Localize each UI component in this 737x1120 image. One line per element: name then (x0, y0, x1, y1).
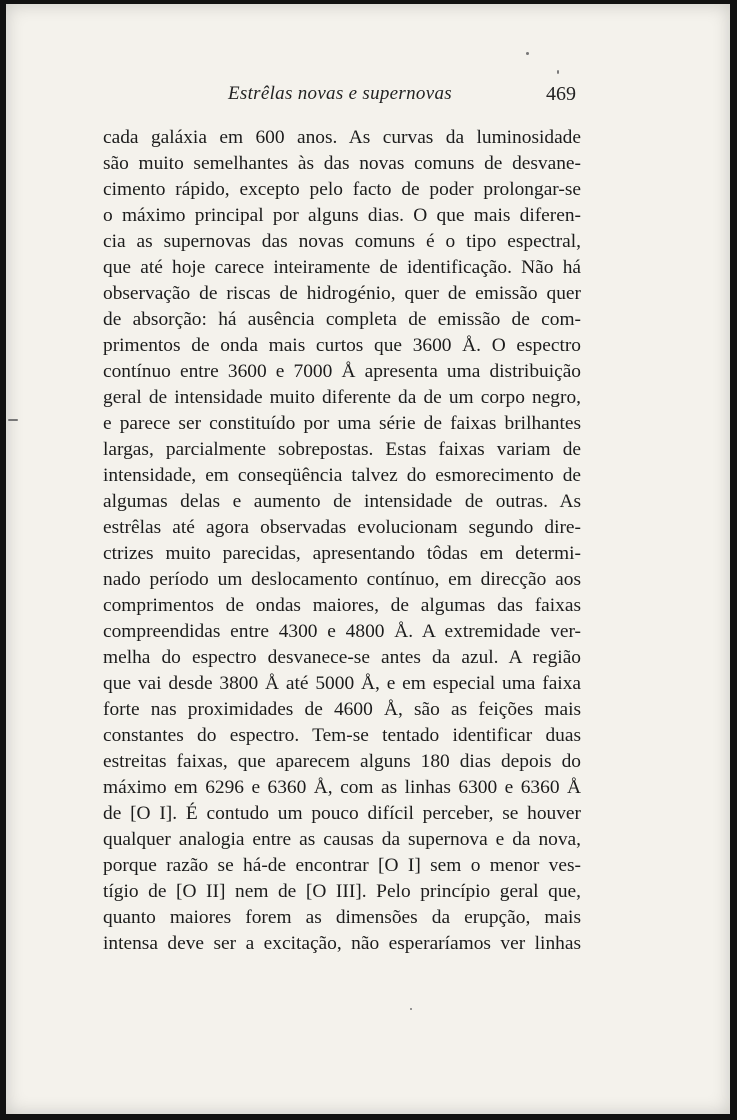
text-line: de absorção: há ausência completa de emissão de com- (103, 309, 581, 330)
text-line: intensidade, em conseqüência talvez do esmorecimento de (103, 465, 581, 486)
text-line: forte nas proximidades de 4600 Å, são as feições mais (103, 699, 581, 720)
book-page (6, 4, 730, 1114)
scan-speck (557, 70, 559, 74)
text-line: comprimentos de ondas maiores, de algumas das faixas (103, 595, 581, 616)
scan-speck (8, 419, 18, 421)
text-line: cimento rápido, excepto pelo facto de poder prolongar-se (103, 179, 581, 200)
text-line: constantes do espectro. Tem-se tentado identificar duas (103, 725, 581, 746)
text-line: intensa deve ser a excitação, não esperaríamos ver linhas (103, 933, 581, 954)
text-line: primentos de onda mais curtos que 3600 Å. O espectro (103, 335, 581, 356)
text-line: são muito semelhantes às das novas comuns de desvane- (103, 153, 581, 174)
text-line: máximo em 6296 e 6360 Å, com as linhas 6300 e 6360 Å (103, 777, 581, 798)
text-line: estrêlas até agora observadas evolucionam segundo dire- (103, 517, 581, 538)
text-line: que até hoje carece inteiramente de identificação. Não há (103, 257, 581, 278)
text-line: melha do espectro desvanece-se antes da azul. A região (103, 647, 581, 668)
text-line: ctrizes muito parecidas, apresentando tôdas em determi- (103, 543, 581, 564)
text-line: largas, parcialmente sobrepostas. Estas faixas variam de (103, 439, 581, 460)
text-line: e parece ser constituído por uma série de faixas brilhantes (103, 413, 581, 434)
scan-speck (410, 1008, 412, 1010)
scan-speck (526, 52, 529, 55)
text-line: de [O I]. É contudo um pouco difícil perceber, se houver (103, 803, 581, 824)
text-line: cada galáxia em 600 anos. As curvas da luminosidade (103, 127, 581, 148)
running-head (6, 83, 730, 113)
text-line: tígio de [O II] nem de [O III]. Pelo princípio geral que, (103, 881, 581, 902)
page-number: 469 (546, 83, 576, 105)
text-line: observação de riscas de hidrogénio, quer de emissão quer (103, 283, 581, 304)
text-line: porque razão se há-de encontrar [O I] sem o menor ves- (103, 855, 581, 876)
text-line: nado período um deslocamento contínuo, em direcção aos (103, 569, 581, 590)
text-line: compreendidas entre 4300 e 4800 Å. A extremidade ver- (103, 621, 581, 642)
text-line: o máximo principal por alguns dias. O que mais diferen- (103, 205, 581, 226)
body-text (103, 125, 581, 957)
text-line: qualquer analogia entre as causas da supernova e da nova, (103, 829, 581, 850)
text-line: contínuo entre 3600 e 7000 Å apresenta uma distribuição (103, 361, 581, 382)
text-line: que vai desde 3800 Å até 5000 Å, e em especial uma faixa (103, 673, 581, 694)
running-head-title: Estrêlas novas e supernovas (228, 83, 452, 104)
text-line: cia as supernovas das novas comuns é o tipo espectral, (103, 231, 581, 252)
text-line: estreitas faixas, que aparecem alguns 180 dias depois do (103, 751, 581, 772)
text-line: algumas delas e aumento de intensidade de outras. As (103, 491, 581, 512)
text-line: geral de intensidade muito diferente da de um corpo negro, (103, 387, 581, 408)
text-line: quanto maiores forem as dimensões da erupção, mais (103, 907, 581, 928)
